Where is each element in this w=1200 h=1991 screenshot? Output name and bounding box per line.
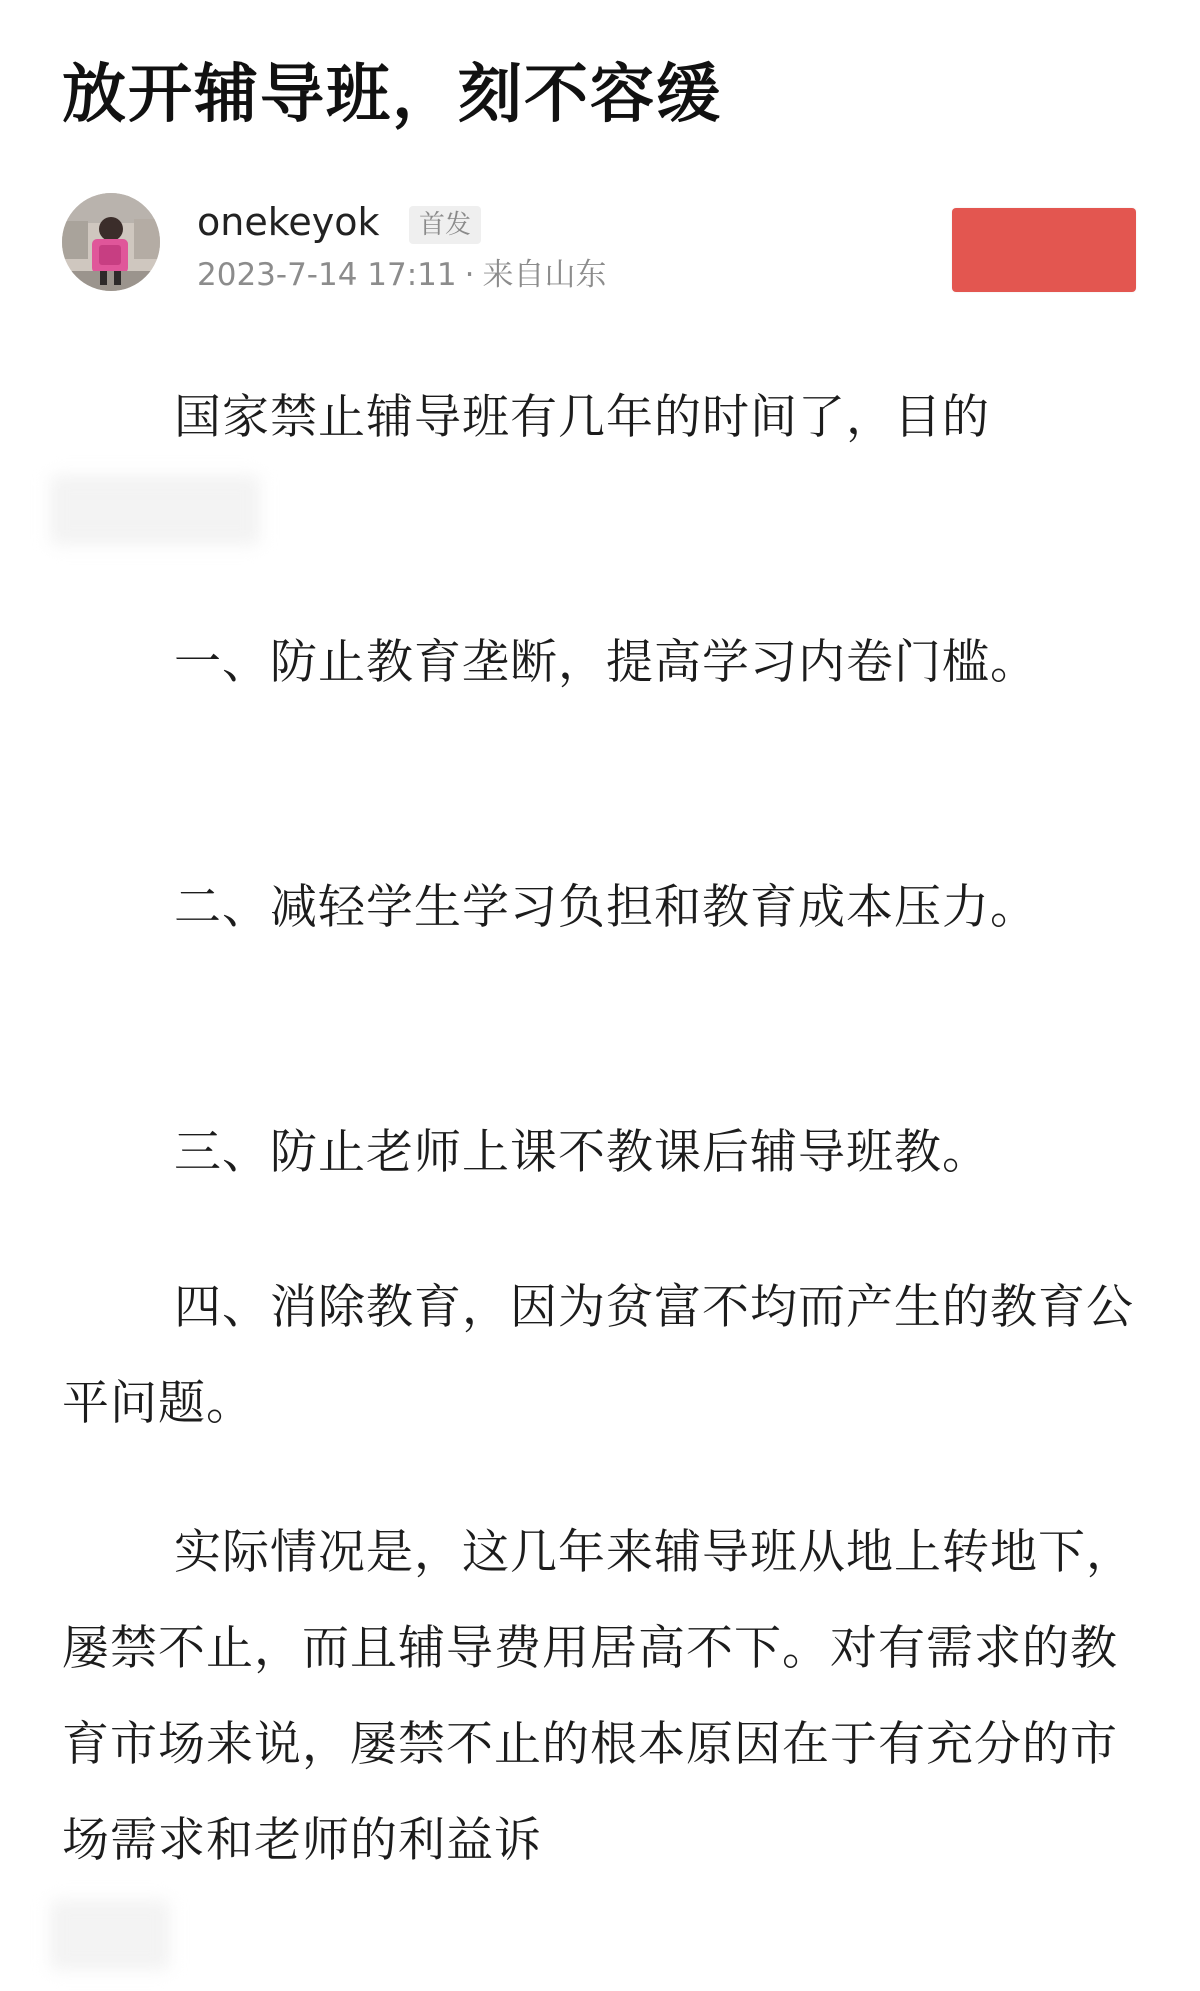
post-location: 来自山东 (482, 257, 607, 293)
obscured-text (50, 475, 260, 545)
paragraph-point-3: 三、防止老师上课不教课后辅导班教。 (174, 1125, 990, 1180)
paragraph-reality: 实际情况是，这几年来辅导班从地上转地下，屡禁不止，而且辅导费用居高不下。对有需求的教育市场来说，屡禁不止的根本原因在于有充分的市场需求和老师的利益诉 (62, 1525, 1134, 1868)
article-title: 放开辅导班，刻不容缓 (62, 58, 722, 132)
paragraph-intro: 国家禁止辅导班有几年的时间了，目的 (174, 390, 990, 445)
obscured-text-bottom (50, 1900, 170, 1970)
avatar-photo-icon (62, 193, 160, 291)
author-name[interactable]: onekeyok (197, 200, 380, 244)
follow-button[interactable] (952, 208, 1136, 292)
post-meta (197, 255, 606, 295)
post-date: 2023-7-14 17:11 (197, 257, 457, 293)
paragraph-point-2: 二、减轻学生学习负担和教育成本压力。 (174, 880, 1038, 935)
meta-separator: · (464, 257, 475, 293)
paragraph-point-1: 一、防止教育垄断，提高学习内卷门槛。 (174, 635, 1038, 690)
first-publish-badge: 首发 (409, 206, 481, 244)
paragraph-point-4: 四、消除教育，因为贫富不均而产生的教育公平问题。 (62, 1280, 1134, 1431)
author-bar (62, 193, 1142, 303)
author-avatar[interactable] (62, 193, 160, 291)
